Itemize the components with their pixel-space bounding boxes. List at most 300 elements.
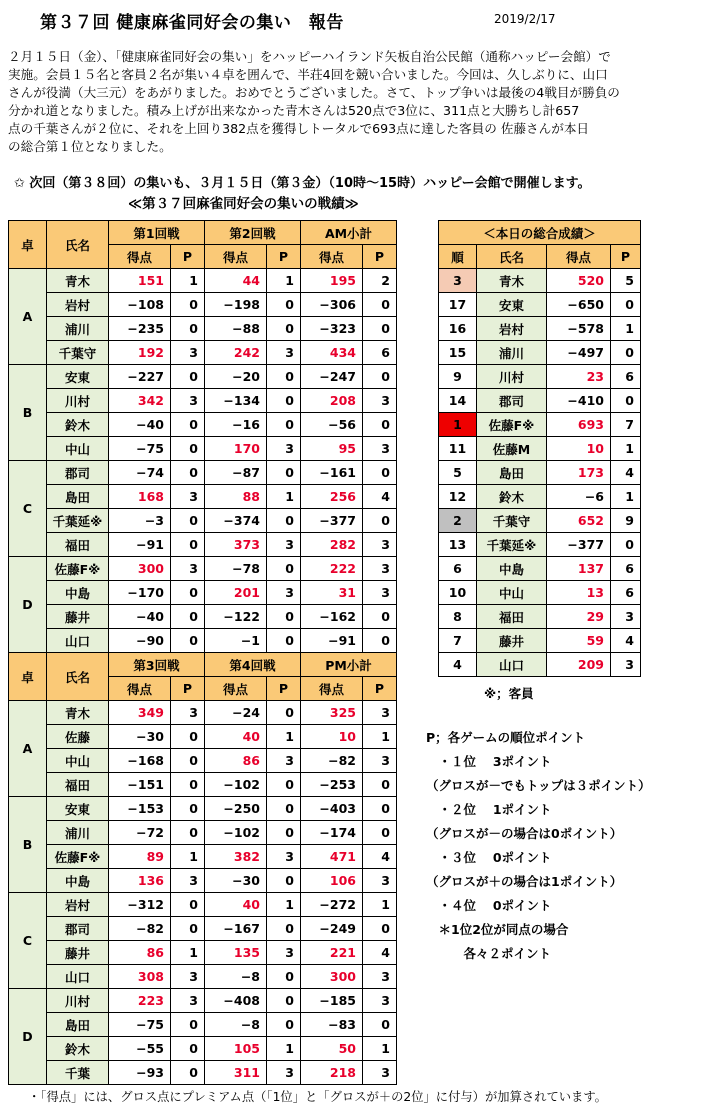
points-cell: 3 bbox=[171, 557, 205, 581]
score-cell: −227 bbox=[109, 365, 171, 389]
total-score-cell: 137 bbox=[547, 557, 611, 581]
table-row bbox=[9, 941, 397, 965]
score-cell: −161 bbox=[301, 461, 363, 485]
points-cell: 0 bbox=[267, 797, 301, 821]
player-name: 安東 bbox=[477, 293, 547, 317]
points-cell: 3 bbox=[267, 845, 301, 869]
player-name: 山口 bbox=[477, 653, 547, 677]
score-cell: −185 bbox=[301, 989, 363, 1013]
score-cell: 222 bbox=[301, 557, 363, 581]
next-meeting-notice: ✩ 次回（第３８回）の集いも、３月１５日（第３金）（10時～15時）ハッピー会館で開催します。 bbox=[14, 176, 591, 191]
points-cell: 4 bbox=[363, 941, 397, 965]
total-score-cell: −6 bbox=[547, 485, 611, 509]
player-name: 鈴木 bbox=[47, 413, 109, 437]
total-points-cell: 5 bbox=[611, 269, 641, 293]
points-cell: 4 bbox=[363, 845, 397, 869]
score-cell: 300 bbox=[301, 965, 363, 989]
player-name: 川村 bbox=[47, 989, 109, 1013]
points-cell: 6 bbox=[363, 341, 397, 365]
table-label: C bbox=[9, 461, 47, 557]
player-name: 千葉 bbox=[47, 1061, 109, 1085]
table-row bbox=[9, 845, 397, 869]
points-rules bbox=[426, 726, 651, 966]
score-cell: 218 bbox=[301, 1061, 363, 1085]
player-name: 岩村 bbox=[47, 893, 109, 917]
points-cell: 3 bbox=[171, 341, 205, 365]
score-cell: 311 bbox=[205, 1061, 267, 1085]
score-cell: −249 bbox=[301, 917, 363, 941]
score-cell: 105 bbox=[205, 1037, 267, 1061]
player-name: 佐藤F※ bbox=[477, 413, 547, 437]
score-cell: −250 bbox=[205, 797, 267, 821]
points-cell: 0 bbox=[171, 749, 205, 773]
score-cell: 136 bbox=[109, 869, 171, 893]
player-name: 青木 bbox=[477, 269, 547, 293]
score-cell: 86 bbox=[109, 941, 171, 965]
score-cell: 308 bbox=[109, 965, 171, 989]
column-header-name: 氏名 bbox=[477, 245, 547, 269]
points-cell: 0 bbox=[363, 1013, 397, 1037]
rank-cell: 8 bbox=[439, 605, 477, 629]
points-cell: 0 bbox=[171, 773, 205, 797]
table-row bbox=[9, 1061, 397, 1085]
score-cell: −75 bbox=[109, 1013, 171, 1037]
score-cell: −134 bbox=[205, 389, 267, 413]
standings-row bbox=[439, 485, 641, 509]
player-name: 佐藤 bbox=[47, 725, 109, 749]
points-cell: 3 bbox=[171, 869, 205, 893]
points-cell: 0 bbox=[363, 605, 397, 629]
table-row bbox=[9, 797, 397, 821]
player-name: 千葉守 bbox=[47, 341, 109, 365]
table-label: D bbox=[9, 989, 47, 1085]
score-cell: 349 bbox=[109, 701, 171, 725]
column-header-subtotal: AM小計 bbox=[301, 221, 397, 245]
points-rule-line: 各々２ポイント bbox=[426, 946, 552, 961]
score-cell: −75 bbox=[109, 437, 171, 461]
total-score-cell: 173 bbox=[547, 461, 611, 485]
total-points-cell: 1 bbox=[611, 437, 641, 461]
player-name: 藤井 bbox=[47, 941, 109, 965]
column-header-points: P bbox=[171, 245, 205, 269]
total-score-cell: 59 bbox=[547, 629, 611, 653]
column-header-score: 得点 bbox=[205, 677, 267, 701]
column-header-game: 第3回戦 bbox=[109, 653, 205, 677]
total-points-cell: 0 bbox=[611, 341, 641, 365]
points-cell: 3 bbox=[171, 701, 205, 725]
rank-cell: 2 bbox=[439, 509, 477, 533]
player-name: 郡司 bbox=[477, 389, 547, 413]
table-label: C bbox=[9, 893, 47, 989]
points-cell: 1 bbox=[363, 1037, 397, 1061]
standings-header-row bbox=[439, 245, 641, 269]
rank-cell: 10 bbox=[439, 581, 477, 605]
score-cell: 325 bbox=[301, 701, 363, 725]
total-score-cell: −377 bbox=[547, 533, 611, 557]
rank-cell: 15 bbox=[439, 341, 477, 365]
total-score-cell: 693 bbox=[547, 413, 611, 437]
player-name: 浦川 bbox=[477, 341, 547, 365]
footer-note: ・「得点」には、グロス点にプレミアム点（「1位」と「グロスが＋の2位」に付与）が加算されています。 bbox=[28, 1090, 607, 1104]
score-cell: 256 bbox=[301, 485, 363, 509]
results-title: ≪第３７回麻雀同好会の集いの戦績≫ bbox=[128, 196, 359, 212]
column-header-name: 氏名 bbox=[47, 653, 109, 701]
total-score-cell: 23 bbox=[547, 365, 611, 389]
standings-row bbox=[439, 341, 641, 365]
player-name: 中山 bbox=[47, 437, 109, 461]
total-points-cell: 9 bbox=[611, 509, 641, 533]
standings-row bbox=[439, 605, 641, 629]
points-cell: 0 bbox=[363, 461, 397, 485]
points-cell: 0 bbox=[171, 1013, 205, 1037]
total-points-cell: 7 bbox=[611, 413, 641, 437]
score-cell: 106 bbox=[301, 869, 363, 893]
standings-row bbox=[439, 557, 641, 581]
points-cell: 0 bbox=[171, 293, 205, 317]
points-cell: 3 bbox=[363, 389, 397, 413]
points-cell: 2 bbox=[363, 269, 397, 293]
table-row bbox=[9, 293, 397, 317]
score-cell: −87 bbox=[205, 461, 267, 485]
table-row bbox=[9, 773, 397, 797]
rank-cell: 1 bbox=[439, 413, 477, 437]
player-name: 福田 bbox=[47, 773, 109, 797]
table-row bbox=[9, 365, 397, 389]
standings-row bbox=[439, 365, 641, 389]
total-score-cell: 10 bbox=[547, 437, 611, 461]
score-cell: 471 bbox=[301, 845, 363, 869]
column-header-game: 第2回戦 bbox=[205, 221, 301, 245]
score-cell: −16 bbox=[205, 413, 267, 437]
points-cell: 0 bbox=[171, 437, 205, 461]
table-label: A bbox=[9, 701, 47, 797]
points-rule-line: （グロスが－の場合は0ポイント） bbox=[426, 826, 623, 841]
points-cell: 0 bbox=[363, 821, 397, 845]
column-header-score: 得点 bbox=[301, 677, 363, 701]
score-cell: −24 bbox=[205, 701, 267, 725]
table-row bbox=[9, 749, 397, 773]
rank-cell: 17 bbox=[439, 293, 477, 317]
points-rule-line: ・１位 3ポイント bbox=[426, 754, 552, 769]
standings-row bbox=[439, 581, 641, 605]
player-name: 浦川 bbox=[47, 317, 109, 341]
points-cell: 0 bbox=[267, 773, 301, 797]
score-cell: −82 bbox=[301, 749, 363, 773]
rank-cell: 4 bbox=[439, 653, 477, 677]
rank-cell: 11 bbox=[439, 437, 477, 461]
total-points-cell: 6 bbox=[611, 581, 641, 605]
player-name: 山口 bbox=[47, 965, 109, 989]
points-cell: 0 bbox=[267, 821, 301, 845]
player-name: 郡司 bbox=[47, 461, 109, 485]
score-cell: −306 bbox=[301, 293, 363, 317]
standings-row bbox=[439, 533, 641, 557]
column-header-game: 第4回戦 bbox=[205, 653, 301, 677]
player-name: 川村 bbox=[477, 365, 547, 389]
standings-title: ＜本日の総合成績＞ bbox=[439, 221, 641, 245]
player-name: 川村 bbox=[47, 389, 109, 413]
rank-cell: 14 bbox=[439, 389, 477, 413]
total-points-cell: 3 bbox=[611, 605, 641, 629]
player-name: 福田 bbox=[477, 605, 547, 629]
player-name: 藤井 bbox=[477, 629, 547, 653]
points-cell: 0 bbox=[267, 605, 301, 629]
points-cell: 1 bbox=[267, 269, 301, 293]
points-cell: 3 bbox=[267, 437, 301, 461]
column-header-score: 得点 bbox=[205, 245, 267, 269]
total-score-cell: −410 bbox=[547, 389, 611, 413]
points-cell: 0 bbox=[363, 317, 397, 341]
points-cell: 1 bbox=[171, 269, 205, 293]
points-cell: 0 bbox=[267, 461, 301, 485]
rank-cell: 12 bbox=[439, 485, 477, 509]
score-cell: 195 bbox=[301, 269, 363, 293]
table-row bbox=[9, 917, 397, 941]
player-name: 佐藤M bbox=[477, 437, 547, 461]
score-cell: −8 bbox=[205, 1013, 267, 1037]
points-cell: 3 bbox=[171, 485, 205, 509]
score-cell: −377 bbox=[301, 509, 363, 533]
points-cell: 0 bbox=[267, 1013, 301, 1037]
player-name: 千葉延※ bbox=[477, 533, 547, 557]
points-cell: 0 bbox=[171, 725, 205, 749]
score-cell: 373 bbox=[205, 533, 267, 557]
score-cell: −374 bbox=[205, 509, 267, 533]
player-name: 山口 bbox=[47, 629, 109, 653]
score-cell: −56 bbox=[301, 413, 363, 437]
points-cell: 0 bbox=[267, 989, 301, 1013]
table-row bbox=[9, 821, 397, 845]
standings-row bbox=[439, 461, 641, 485]
points-cell: 3 bbox=[363, 581, 397, 605]
player-name: 佐藤F※ bbox=[47, 557, 109, 581]
table-label: A bbox=[9, 269, 47, 365]
points-rule-line: （グロスが＋の場合は1ポイント） bbox=[426, 874, 623, 889]
player-name: 中島 bbox=[477, 557, 547, 581]
points-cell: 3 bbox=[267, 581, 301, 605]
rank-cell: 13 bbox=[439, 533, 477, 557]
points-cell: 1 bbox=[267, 893, 301, 917]
total-points-cell: 0 bbox=[611, 293, 641, 317]
column-header-points: P bbox=[363, 245, 397, 269]
score-cell: 151 bbox=[109, 269, 171, 293]
score-cell: −235 bbox=[109, 317, 171, 341]
player-name: 福田 bbox=[47, 533, 109, 557]
points-cell: 0 bbox=[171, 509, 205, 533]
points-cell: 3 bbox=[171, 965, 205, 989]
points-cell: 0 bbox=[267, 701, 301, 725]
rank-cell: 3 bbox=[439, 269, 477, 293]
score-cell: −30 bbox=[205, 869, 267, 893]
score-cell: 135 bbox=[205, 941, 267, 965]
points-cell: 0 bbox=[363, 797, 397, 821]
standings-row bbox=[439, 653, 641, 677]
total-points-cell: 1 bbox=[611, 317, 641, 341]
score-cell: 95 bbox=[301, 437, 363, 461]
score-cell: −40 bbox=[109, 605, 171, 629]
table-row bbox=[9, 989, 397, 1013]
score-cell: 382 bbox=[205, 845, 267, 869]
points-cell: 0 bbox=[267, 389, 301, 413]
table-row bbox=[9, 341, 397, 365]
points-cell: 0 bbox=[267, 557, 301, 581]
score-cell: −82 bbox=[109, 917, 171, 941]
player-name: 中島 bbox=[47, 581, 109, 605]
table-row bbox=[9, 1013, 397, 1037]
score-cell: −247 bbox=[301, 365, 363, 389]
points-cell: 0 bbox=[171, 1061, 205, 1085]
standings-row bbox=[439, 269, 641, 293]
points-cell: 3 bbox=[267, 1061, 301, 1085]
points-cell: 0 bbox=[171, 821, 205, 845]
score-cell: −162 bbox=[301, 605, 363, 629]
points-cell: 0 bbox=[171, 317, 205, 341]
column-header-score: 得点 bbox=[109, 677, 171, 701]
score-cell: 223 bbox=[109, 989, 171, 1013]
points-cell: 1 bbox=[363, 893, 397, 917]
points-cell: 0 bbox=[171, 797, 205, 821]
score-cell: 44 bbox=[205, 269, 267, 293]
score-cell: 342 bbox=[109, 389, 171, 413]
points-cell: 0 bbox=[171, 1037, 205, 1061]
player-name: 青木 bbox=[47, 701, 109, 725]
game-results-table bbox=[8, 220, 397, 1085]
points-cell: 3 bbox=[267, 533, 301, 557]
score-cell: −253 bbox=[301, 773, 363, 797]
total-score-cell: 520 bbox=[547, 269, 611, 293]
score-cell: −153 bbox=[109, 797, 171, 821]
score-cell: −1 bbox=[205, 629, 267, 653]
points-rule-line: （グロスが－でもトップは３ポイント） bbox=[426, 778, 651, 793]
total-points-cell: 0 bbox=[611, 533, 641, 557]
score-cell: 10 bbox=[301, 725, 363, 749]
table-row bbox=[9, 581, 397, 605]
intro-line: ２月１５日（金）、「健康麻雀同好会の集い」をハッピーハイランド矢板自治公民館（通称ハッピー会館）で bbox=[8, 49, 611, 64]
points-cell: 0 bbox=[363, 917, 397, 941]
points-cell: 0 bbox=[363, 773, 397, 797]
score-cell: 31 bbox=[301, 581, 363, 605]
points-cell: 3 bbox=[363, 437, 397, 461]
player-name: 島田 bbox=[47, 1013, 109, 1037]
rank-cell: 16 bbox=[439, 317, 477, 341]
intro-line: 実施。会員１５名と客員２名が集い４卓を囲んで、半荘4回を競い合いました。今回は、久しぶりに、山口 bbox=[8, 67, 608, 82]
points-cell: 1 bbox=[267, 485, 301, 509]
total-score-cell: 652 bbox=[547, 509, 611, 533]
score-cell: −174 bbox=[301, 821, 363, 845]
table-row bbox=[9, 869, 397, 893]
score-cell: −403 bbox=[301, 797, 363, 821]
points-rule-line: ・４位 0ポイント bbox=[426, 898, 552, 913]
score-cell: −78 bbox=[205, 557, 267, 581]
score-cell: −30 bbox=[109, 725, 171, 749]
intro-line: 分かれ道となりました。積み上げが出来なかった青木さんは520点で3位に、311点と大勝ちし計657 bbox=[8, 103, 580, 118]
report-date: 2019/2/17 bbox=[494, 12, 556, 26]
table-row bbox=[9, 629, 397, 653]
score-cell: −108 bbox=[109, 293, 171, 317]
total-score-cell: 13 bbox=[547, 581, 611, 605]
score-cell: 40 bbox=[205, 725, 267, 749]
score-cell: 192 bbox=[109, 341, 171, 365]
standings-row bbox=[439, 317, 641, 341]
column-header-score: 得点 bbox=[547, 245, 611, 269]
score-cell: 221 bbox=[301, 941, 363, 965]
score-cell: −151 bbox=[109, 773, 171, 797]
player-name: 鈴木 bbox=[477, 485, 547, 509]
points-cell: 0 bbox=[171, 605, 205, 629]
points-cell: 0 bbox=[363, 509, 397, 533]
total-points-cell: 4 bbox=[611, 461, 641, 485]
score-cell: −167 bbox=[205, 917, 267, 941]
points-rule-line: ・２位 1ポイント bbox=[426, 802, 552, 817]
total-score-cell: −497 bbox=[547, 341, 611, 365]
player-name: 中島 bbox=[47, 869, 109, 893]
player-name: 中山 bbox=[47, 749, 109, 773]
total-points-cell: 6 bbox=[611, 365, 641, 389]
player-name: 岩村 bbox=[47, 293, 109, 317]
intro-line: 点の千葉さんが２位に、それを上回り382点を獲得しトータルで693点に達した客員の 佐藤さんが本日 bbox=[8, 121, 590, 136]
points-cell: 0 bbox=[171, 365, 205, 389]
score-cell: 168 bbox=[109, 485, 171, 509]
player-name: 佐藤F※ bbox=[47, 845, 109, 869]
total-points-cell: 6 bbox=[611, 557, 641, 581]
column-header-score: 得点 bbox=[301, 245, 363, 269]
score-cell: 201 bbox=[205, 581, 267, 605]
points-cell: 0 bbox=[363, 413, 397, 437]
total-points-cell: 3 bbox=[611, 653, 641, 677]
points-cell: 3 bbox=[363, 965, 397, 989]
score-cell: −408 bbox=[205, 989, 267, 1013]
points-cell: 3 bbox=[363, 989, 397, 1013]
points-rule-line: P；各ゲームの順位ポイント bbox=[426, 730, 586, 745]
score-cell: −3 bbox=[109, 509, 171, 533]
score-cell: −55 bbox=[109, 1037, 171, 1061]
table-row bbox=[9, 701, 397, 725]
total-points-cell: 0 bbox=[611, 389, 641, 413]
points-cell: 1 bbox=[363, 725, 397, 749]
score-cell: −88 bbox=[205, 317, 267, 341]
score-cell: −323 bbox=[301, 317, 363, 341]
points-cell: 3 bbox=[267, 941, 301, 965]
standings-row bbox=[439, 437, 641, 461]
points-cell: 0 bbox=[267, 413, 301, 437]
points-cell: 0 bbox=[171, 581, 205, 605]
player-name: 島田 bbox=[47, 485, 109, 509]
column-header-table: 卓 bbox=[9, 653, 47, 701]
points-cell: 3 bbox=[171, 989, 205, 1013]
points-cell: 1 bbox=[267, 725, 301, 749]
total-points-cell: 1 bbox=[611, 485, 641, 509]
points-cell: 3 bbox=[363, 557, 397, 581]
table-row bbox=[9, 317, 397, 341]
score-cell: −168 bbox=[109, 749, 171, 773]
intro-paragraph bbox=[8, 48, 698, 156]
score-cell: 40 bbox=[205, 893, 267, 917]
score-cell: 89 bbox=[109, 845, 171, 869]
table-row bbox=[9, 269, 397, 293]
score-cell: −20 bbox=[205, 365, 267, 389]
points-cell: 0 bbox=[171, 893, 205, 917]
points-cell: 0 bbox=[363, 293, 397, 317]
player-name: 青木 bbox=[47, 269, 109, 293]
total-points-cell: 4 bbox=[611, 629, 641, 653]
intro-line: さんが役満（大三元）をあがりました。おめでとうございました。さて、トップ争いは最後の4戦目が勝負の bbox=[8, 85, 620, 100]
score-cell: −83 bbox=[301, 1013, 363, 1037]
points-cell: 3 bbox=[363, 533, 397, 557]
points-cell: 0 bbox=[267, 293, 301, 317]
points-rule-line: ＊1位2位が同点の場合 bbox=[426, 922, 569, 937]
guest-note: ※；客員 bbox=[484, 686, 534, 701]
standings-row bbox=[439, 509, 641, 533]
